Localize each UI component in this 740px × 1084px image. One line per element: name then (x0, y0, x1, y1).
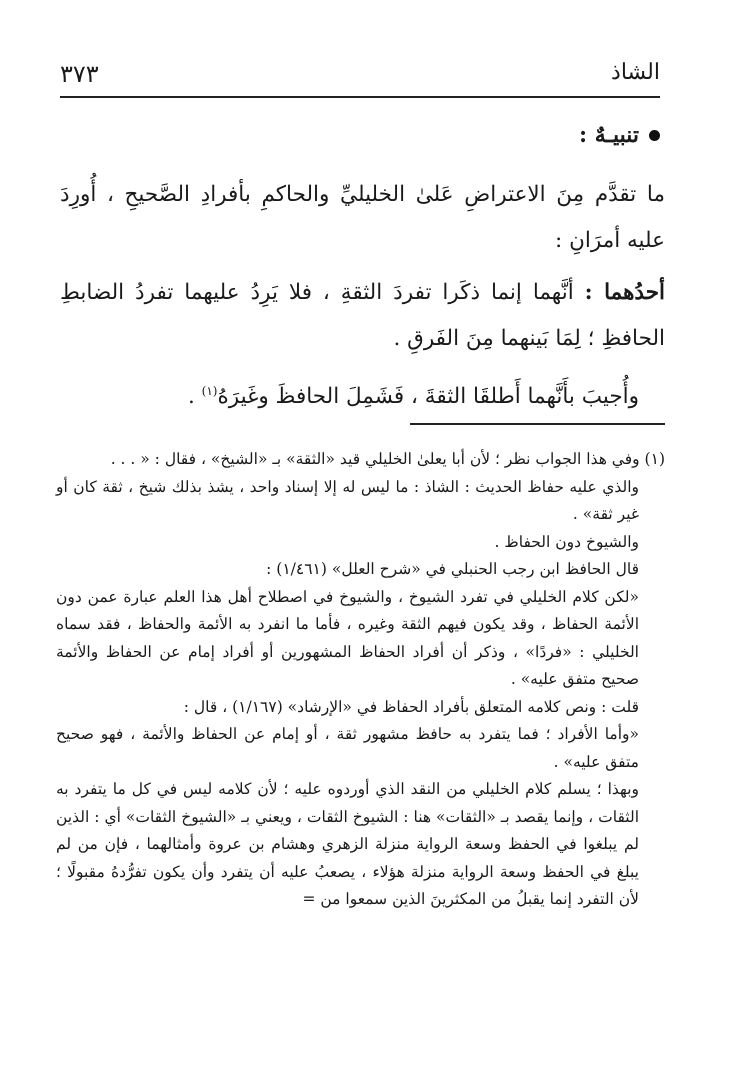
footnote-line: «وأما الأفراد ؛ فما يتفرد به حافظ مشهور ثقة ، أو إمام عن الحفاظ والأئمة ، فهو صحيح متفق عليه» . (56, 725, 639, 771)
running-title: الشاذ (611, 60, 660, 85)
footnotes (56, 446, 665, 914)
note-heading (579, 122, 660, 148)
note-heading-text: تنبيـهٌ : (578, 122, 639, 148)
page-number: ٣٧٣ (60, 60, 99, 88)
footnote-rule (410, 423, 665, 425)
paragraph-3-end: . (187, 384, 202, 410)
footnote-line: قال الحافظ ابن رجب الحنبلي في «شرح العلل» (١/٤٦١) : (266, 560, 639, 578)
paragraph-2 (60, 270, 665, 362)
main-text (60, 172, 665, 426)
paragraph-1 (60, 172, 665, 264)
page-header (60, 56, 660, 96)
paragraph-1-line-2: عليه أمرَانِ : (555, 228, 665, 253)
paragraph-2-lead: أحدُهما : (584, 280, 665, 305)
paragraph-2-text: أنَّهما إنما ذكَرا تفردَ الثقةِ ، فلا يَرِدُ عليهما تفردُ الضابطِ الحافظِ ؛ لِمَا بَينهما مِنَ الفَرقِ . (60, 280, 665, 351)
footnote-line: والذي عليه حفاظ الحديث : الشاذ : ما ليس له إلا إسناد واحد ، يشذ بذلك شيخ ، ثقة كان أو غير ثقة» . (56, 477, 639, 523)
paragraph-3-text: وأُجيبَ بأَنَّهما أَطلقَا الثقةَ ، فَشَمِلَ الحافظَ وغَيرَهُ (217, 384, 639, 410)
bullet-icon (649, 130, 660, 141)
footnote-line: وبهذا ؛ يسلم كلام الخليلي من النقد الذي أوردوه عليه ؛ لأن كلامه ليس في كل ما يتفرد به الثقات ، وإنما يقصد بـ «الثقات» هنا : الشيوخ الثقات ، ويعني بـ «الشيوخ الثقات» أي : الذين لم يبلغوا في الحفظ وسعة الرواية منزلة الزهري وهشام بن عروة وأمثالهما ، فإن من لم يبلغ في الحفظ وسعة الرواية منزلة هؤلاء ، يصعبُ عليه أن يتفرد وأن يكون تفرُّدهُ مقبولًا ؛ لأن التفرد إنما يقبلُ من المكثرينَ الذين سمعوا من = (56, 780, 640, 908)
footnote-ref[interactable]: (١) (201, 384, 218, 398)
paragraph-3 (60, 368, 665, 420)
footnote-line: قلت : ونص كلامه المتعلق بأفراد الحفاظ في «الإرشاد» (١/١٦٧) ، قال : (183, 697, 639, 716)
footnote-line: «لكن كلام الخليلي في تفرد الشيوخ ، والشيوخ في اصطلاح أهل هذا العلم عبارة عمن دون الأئمة الحفاظ ، وقد يكون فيهم الثقة وغيره ، فأما ما انفرد به الأئمة والحفاظ ، فقد سماه الخليلي : «فردًا» ، وذكر أن أفراد الحفاظ المشهورين أو أفراد إمام عن الحفاظ والأئمة صحيح متفق عليه» . (56, 587, 639, 688)
header-rule (60, 96, 660, 98)
footnote-line: والشيوخ دون الحفاظ . (494, 532, 639, 551)
footnote-line: (١) وفي هذا الجواب نظر ؛ لأن أبا يعلىٰ الخليلي قيد «الثقة» بـ «الشيخ» ، فقال : « . . . (110, 450, 665, 468)
paragraph-1-line-1: ما تقدَّم مِنَ الاعتراضِ عَلىٰ الخليليِّ والحاكمِ بأفرادِ الصَّحيحِ ، أُورِدَ (60, 182, 665, 207)
